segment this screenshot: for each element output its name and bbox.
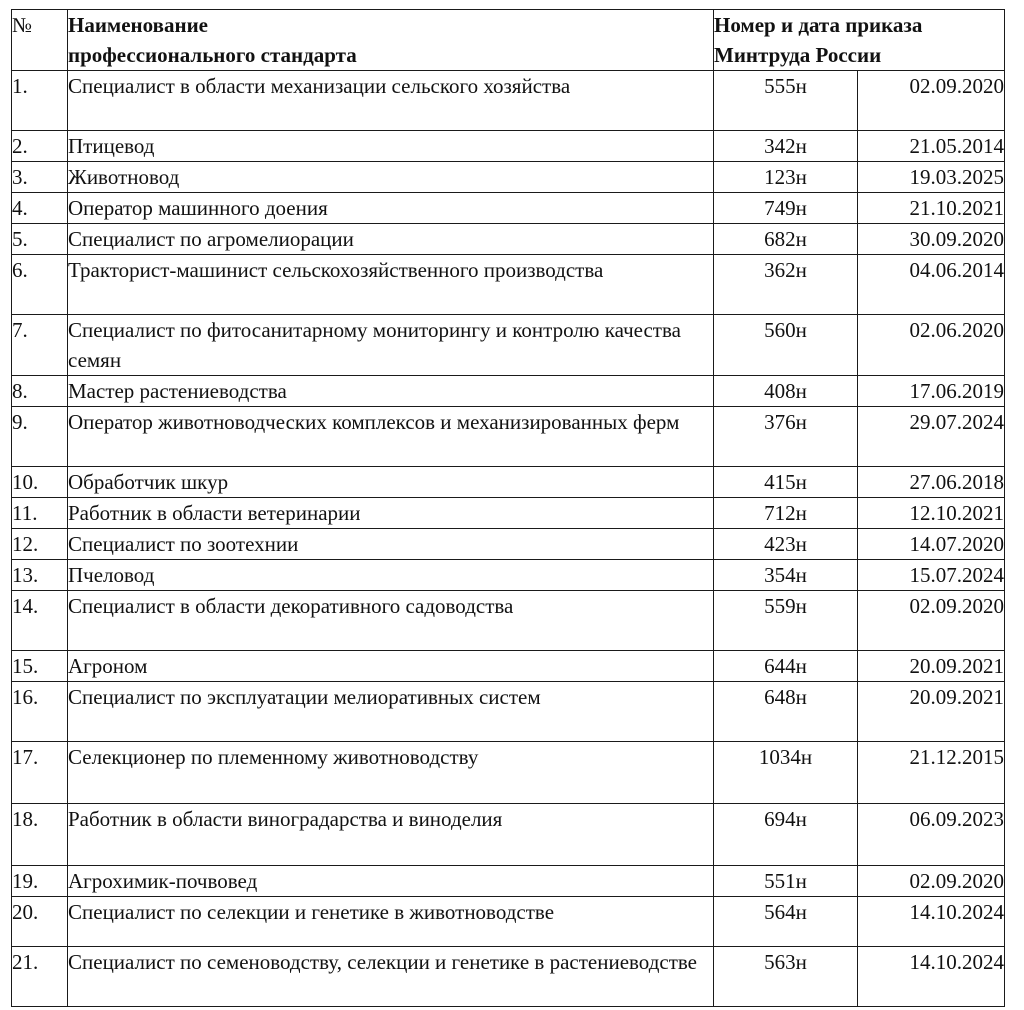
order-date: 20.09.2021 bbox=[858, 682, 1005, 742]
order-number: 342н bbox=[714, 131, 858, 162]
order-date: 04.06.2014 bbox=[858, 255, 1005, 315]
order-date: 14.07.2020 bbox=[858, 529, 1005, 560]
order-date: 15.07.2024 bbox=[858, 560, 1005, 591]
standard-name: Специалист в области механизации сельского хозяйства bbox=[68, 71, 714, 131]
row-number: 3. bbox=[12, 162, 68, 193]
standard-name: Специалист в области декоративного садоводства bbox=[68, 591, 714, 651]
table-row bbox=[12, 560, 1005, 591]
order-date: 27.06.2018 bbox=[858, 467, 1005, 498]
order-number: 1034н bbox=[714, 742, 858, 804]
row-number: 5. bbox=[12, 224, 68, 255]
table-row bbox=[12, 71, 1005, 131]
order-number: 376н bbox=[714, 407, 858, 467]
order-date: 19.03.2025 bbox=[858, 162, 1005, 193]
table-row bbox=[12, 255, 1005, 315]
standard-name: Агрохимик-почвовед bbox=[68, 866, 714, 897]
table-row bbox=[12, 498, 1005, 529]
table-row bbox=[12, 467, 1005, 498]
row-number: 11. bbox=[12, 498, 68, 529]
standard-name: Специалист по фитосанитарному мониторингу и контролю качества семян bbox=[68, 315, 714, 376]
table-row bbox=[12, 529, 1005, 560]
table-row bbox=[12, 131, 1005, 162]
header-order-line1: Номер и дата приказа bbox=[714, 13, 923, 37]
table-row bbox=[12, 742, 1005, 804]
standard-name: Селекционер по племенному животноводству bbox=[68, 742, 714, 804]
header-order bbox=[714, 10, 1005, 71]
order-number: 644н bbox=[714, 651, 858, 682]
standard-name: Работник в области виноградарства и виноделия bbox=[68, 804, 714, 866]
order-number: 551н bbox=[714, 866, 858, 897]
order-date: 06.09.2023 bbox=[858, 804, 1005, 866]
table-header-row bbox=[12, 10, 1005, 71]
row-number: 19. bbox=[12, 866, 68, 897]
order-number: 694н bbox=[714, 804, 858, 866]
order-number: 408н bbox=[714, 376, 858, 407]
table-row bbox=[12, 651, 1005, 682]
table-row bbox=[12, 407, 1005, 467]
order-number: 123н bbox=[714, 162, 858, 193]
standard-name: Оператор машинного доения bbox=[68, 193, 714, 224]
row-number: 9. bbox=[12, 407, 68, 467]
row-number: 10. bbox=[12, 467, 68, 498]
row-number: 8. bbox=[12, 376, 68, 407]
table-row bbox=[12, 804, 1005, 866]
row-number: 21. bbox=[12, 947, 68, 1007]
standard-name: Агроном bbox=[68, 651, 714, 682]
table-row bbox=[12, 947, 1005, 1007]
order-number: 362н bbox=[714, 255, 858, 315]
order-number: 564н bbox=[714, 897, 858, 947]
row-number: 15. bbox=[12, 651, 68, 682]
standard-name: Тракторист-машинист сельскохозяйственного производства bbox=[68, 255, 714, 315]
standard-name: Обработчик шкур bbox=[68, 467, 714, 498]
header-standard-name bbox=[68, 10, 714, 71]
row-number: 13. bbox=[12, 560, 68, 591]
row-number: 12. bbox=[12, 529, 68, 560]
table-row bbox=[12, 866, 1005, 897]
table-row bbox=[12, 376, 1005, 407]
order-number: 749н bbox=[714, 193, 858, 224]
order-date: 02.09.2020 bbox=[858, 591, 1005, 651]
row-number: 18. bbox=[12, 804, 68, 866]
header-order-line2: Минтруда России bbox=[714, 43, 882, 67]
order-date: 29.07.2024 bbox=[858, 407, 1005, 467]
table-row bbox=[12, 193, 1005, 224]
order-number: 555н bbox=[714, 71, 858, 131]
row-number: 1. bbox=[12, 71, 68, 131]
standard-name: Животновод bbox=[68, 162, 714, 193]
order-date: 21.12.2015 bbox=[858, 742, 1005, 804]
professional-standards-table bbox=[11, 9, 1005, 1007]
standard-name: Оператор животноводческих комплексов и механизированных ферм bbox=[68, 407, 714, 467]
table-row bbox=[12, 315, 1005, 376]
order-date: 02.09.2020 bbox=[858, 71, 1005, 131]
row-number: 16. bbox=[12, 682, 68, 742]
order-date: 21.05.2014 bbox=[858, 131, 1005, 162]
standard-name: Пчеловод bbox=[68, 560, 714, 591]
order-date: 02.09.2020 bbox=[858, 866, 1005, 897]
order-date: 02.06.2020 bbox=[858, 315, 1005, 376]
order-number: 415н bbox=[714, 467, 858, 498]
order-number: 423н bbox=[714, 529, 858, 560]
order-date: 17.06.2019 bbox=[858, 376, 1005, 407]
row-number: 20. bbox=[12, 897, 68, 947]
order-number: 648н bbox=[714, 682, 858, 742]
table-row bbox=[12, 224, 1005, 255]
standard-name: Работник в области ветеринарии bbox=[68, 498, 714, 529]
header-number: № bbox=[12, 10, 68, 71]
standard-name: Мастер растениеводства bbox=[68, 376, 714, 407]
order-date: 20.09.2021 bbox=[858, 651, 1005, 682]
row-number: 7. bbox=[12, 315, 68, 376]
order-date: 14.10.2024 bbox=[858, 897, 1005, 947]
standard-name: Специалист по зоотехнии bbox=[68, 529, 714, 560]
table-row bbox=[12, 897, 1005, 947]
order-number: 563н bbox=[714, 947, 858, 1007]
header-name-line1: Наименование bbox=[68, 13, 208, 37]
row-number: 14. bbox=[12, 591, 68, 651]
table-row bbox=[12, 591, 1005, 651]
order-date: 12.10.2021 bbox=[858, 498, 1005, 529]
standard-name: Птицевод bbox=[68, 131, 714, 162]
order-date: 30.09.2020 bbox=[858, 224, 1005, 255]
table-row bbox=[12, 682, 1005, 742]
order-number: 560н bbox=[714, 315, 858, 376]
order-number: 559н bbox=[714, 591, 858, 651]
table-row bbox=[12, 162, 1005, 193]
standard-name: Специалист по эксплуатации мелиоративных систем bbox=[68, 682, 714, 742]
standard-name: Специалист по селекции и генетике в животноводстве bbox=[68, 897, 714, 947]
order-date: 14.10.2024 bbox=[858, 947, 1005, 1007]
order-number: 354н bbox=[714, 560, 858, 591]
row-number: 17. bbox=[12, 742, 68, 804]
row-number: 4. bbox=[12, 193, 68, 224]
row-number: 6. bbox=[12, 255, 68, 315]
header-name-line2: профессионального стандарта bbox=[68, 43, 357, 67]
standard-name: Специалист по агромелиорации bbox=[68, 224, 714, 255]
standard-name: Специалист по семеноводству, селекции и генетике в растениеводстве bbox=[68, 947, 714, 1007]
order-date: 21.10.2021 bbox=[858, 193, 1005, 224]
order-number: 712н bbox=[714, 498, 858, 529]
row-number: 2. bbox=[12, 131, 68, 162]
order-number: 682н bbox=[714, 224, 858, 255]
